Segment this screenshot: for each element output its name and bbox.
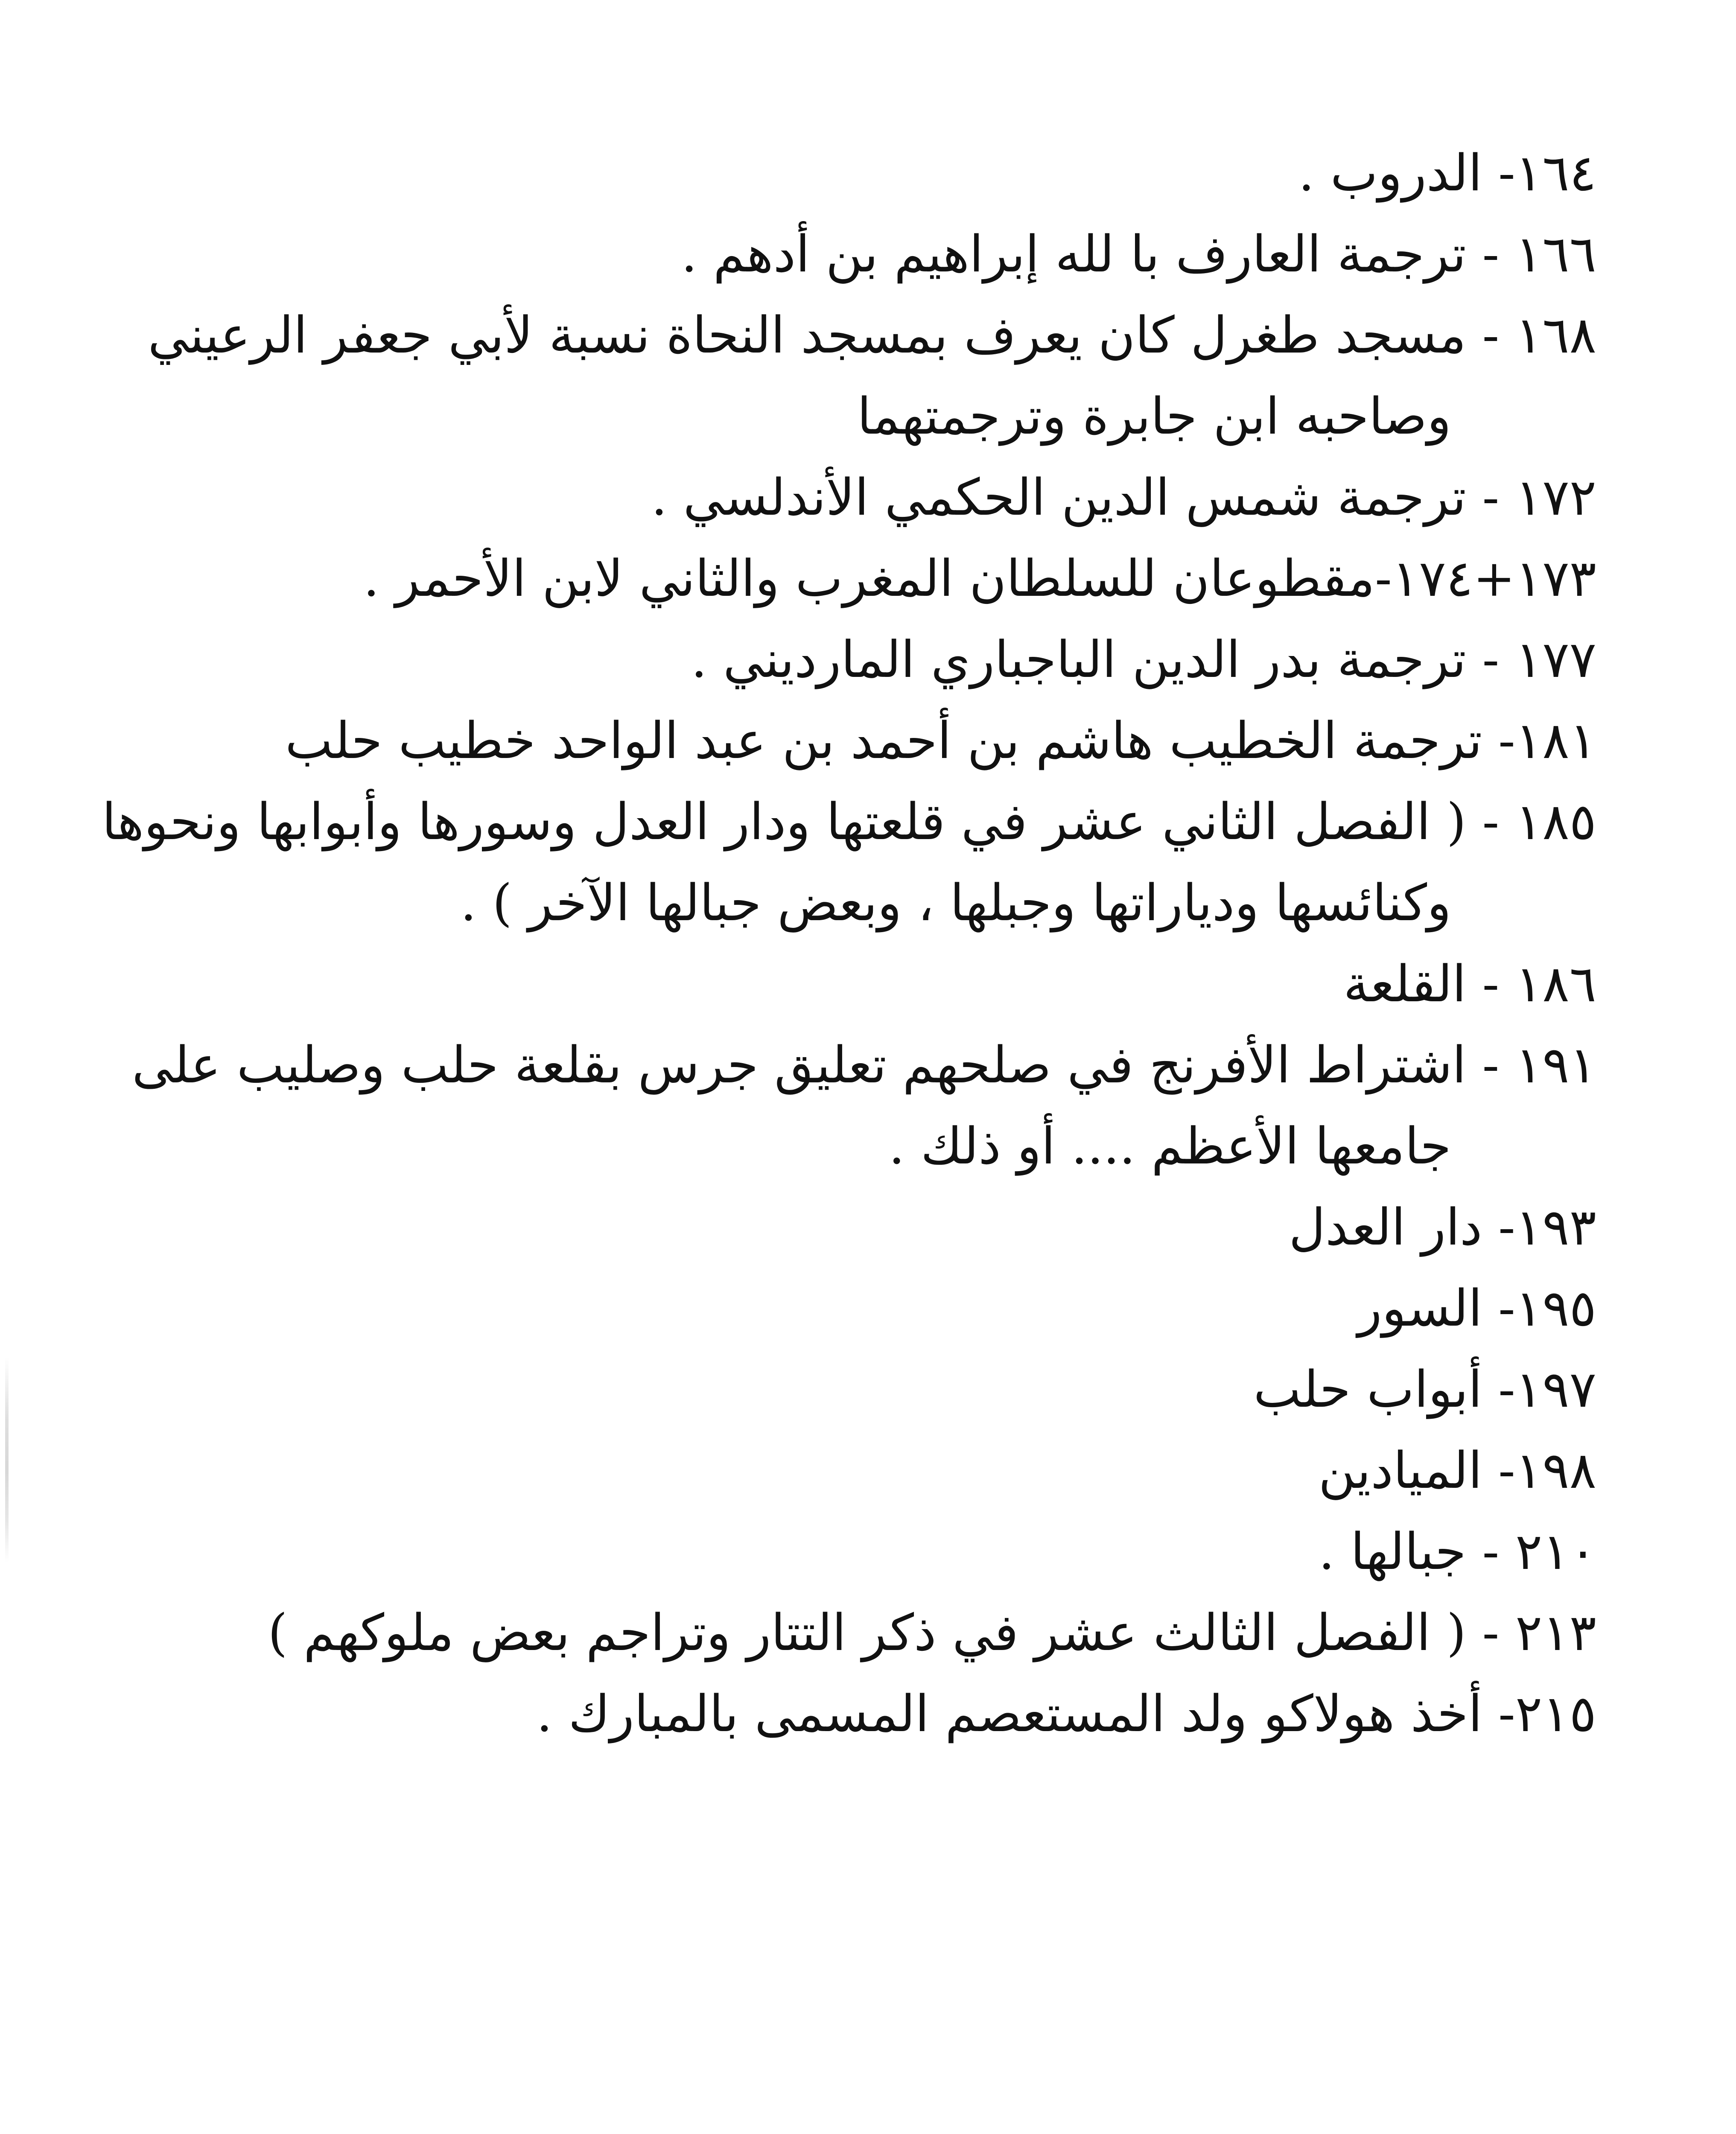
index-entry: ١٧٧ - ترجمة بدر الدين الباجباري المارديني . [691,630,1596,689]
index-entry: ١٧٣+١٧٤-مقطوعان للسلطان المغرب والثاني لابن الأحمر . [363,549,1596,608]
index-entry: ٢١٠ - جبالها . [1319,1522,1596,1581]
index-entry: ١٩٨- الميادين [1318,1441,1596,1500]
index-entries [102,132,1596,1754]
index-entry: ١٨٦ - القلعة [1343,954,1596,1013]
index-entry: ١٨١- ترجمة الخطيب هاشم بن أحمد بن عبد الواحد خطيب حلب [285,711,1596,770]
index-entry: ٢١٥- أخذ هولاكو ولد المستعصم المسمى بالمبارك . [536,1684,1596,1743]
index-entry: ١٦٤- الدروب . [1298,143,1596,202]
index-entry: ١٦٨ - مسجد طغرل كان يعرف بمسجد النحاة نسبة لأبي جعفر الرعيني [148,306,1596,364]
index-entry: ١٩٧- أبواب حلب [1253,1360,1596,1419]
index-entry: ١٨٥ - ( الفصل الثاني عشر في قلعتها ودار العدل وسورها وأبوابها ونحوها [102,792,1596,851]
index-entry-continuation: جامعها الأعظم .... أو ذلك . [889,1117,1451,1175]
index-entry: ١٩٣- دار العدل [1289,1198,1596,1256]
index-entry-continuation: وكنائسها ودياراتها وجبلها ، وبعض جبالها الآخر ) . [460,873,1451,932]
scan-edge-mark [5,1357,9,1562]
index-entry: ٢١٣ - ( الفصل الثالث عشر في ذكر التتار وتراجم بعض ملوكهم ) [268,1603,1596,1662]
index-entry-continuation: وصاحبه ابن جابرة وترجمتهما [857,387,1451,446]
index-entry: ١٩٥- السور [1357,1279,1596,1338]
index-entry: ١٧٢ - ترجمة شمس الدين الحكمي الأندلسي . [651,468,1596,527]
index-entry: ١٦٦ - ترجمة العارف با لله إبراهيم بن أدهم . [681,224,1596,283]
index-entry: ١٩١ - اشتراط الأفرنج في صلحهم تعليق جرس بقلعة حلب وصليب على [132,1035,1596,1094]
